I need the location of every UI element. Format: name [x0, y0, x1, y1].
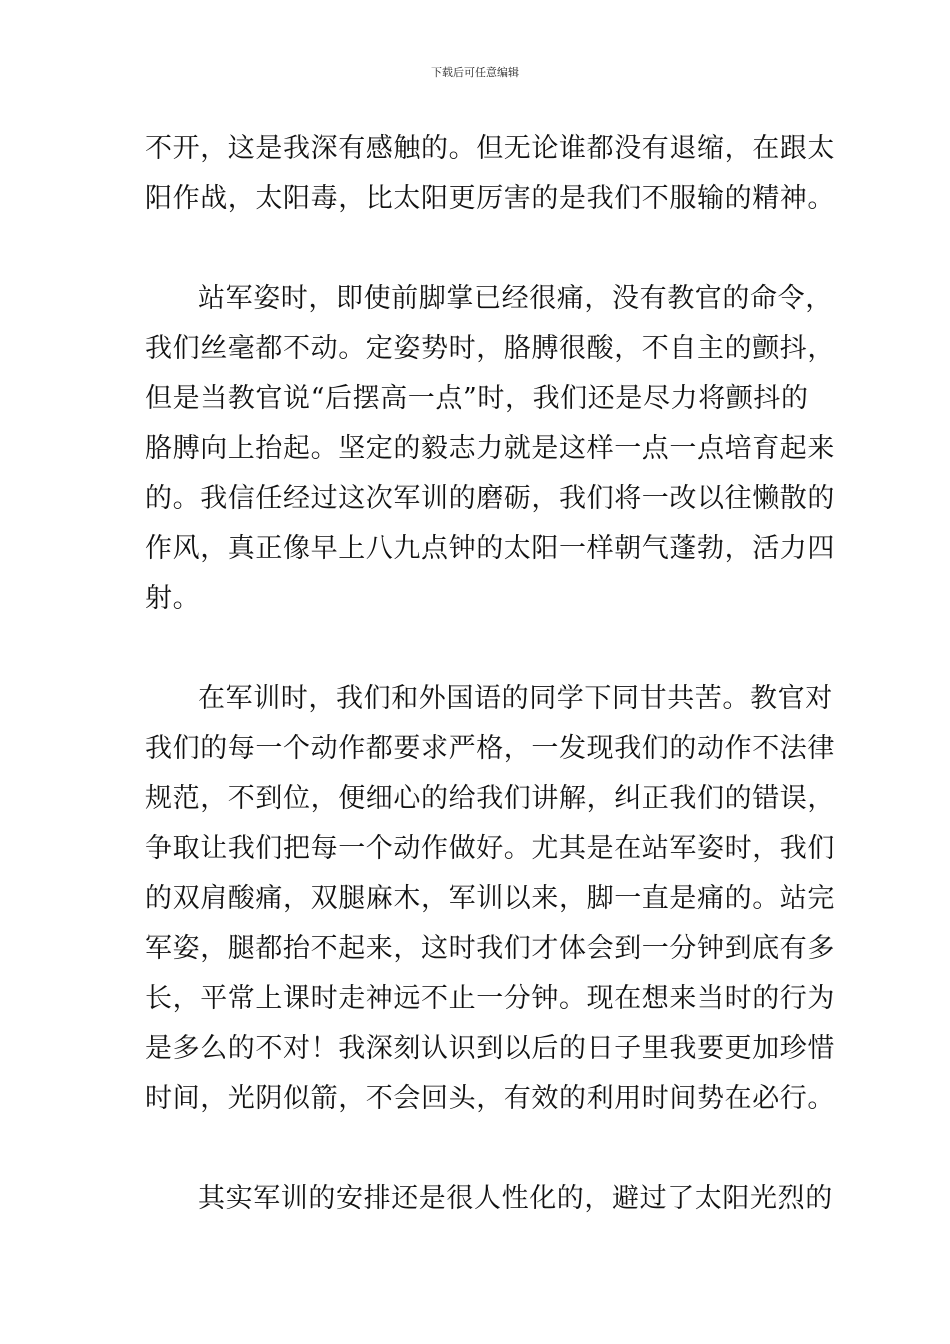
paragraph-first-line: 站军姿时，即使前脚掌已经很痛，没有教官的命令，	[198, 283, 833, 314]
body-line: 的双肩酸痛，双腿麻木，军训以来，脚一直是痛的。站完	[145, 883, 835, 914]
body-line: 不开，这是我深有感触的。但无论谁都没有退缩，在跟太	[145, 133, 835, 164]
body-line: 军姿，腿都抬不起来，这时我们才体会到一分钟到底有多	[145, 933, 835, 964]
page-header-note: 下载后可任意编辑	[431, 66, 519, 79]
body-line: 阳作战，太阳毒，比太阳更厉害的是我们不服输的精神。	[145, 183, 835, 214]
body-line: 是多么的不对！我深刻认识到以后的日子里我要更加珍惜	[145, 1033, 835, 1064]
paragraph-first-line: 在军训时，我们和外国语的同学下同甘共苦。教官对	[198, 683, 833, 714]
paragraph-first-line: 其实军训的安排还是很人性化的，避过了太阳光烈的	[198, 1183, 833, 1214]
body-line: 胳膊向上抬起。坚定的毅志力就是这样一点一点培育起来	[145, 433, 835, 464]
body-line: 的。我信任经过这次军训的磨砺，我们将一改以往懒散的	[145, 483, 835, 514]
body-line: 时间，光阴似箭，不会回头，有效的利用时间势在必行。	[145, 1083, 835, 1114]
body-line: 但是当教官说“后摆高一点”时，我们还是尽力将颤抖的	[145, 383, 809, 414]
body-line: 规范，不到位，便细心的给我们讲解，纠正我们的错误，	[145, 783, 835, 814]
body-line: 争取让我们把每一个动作做好。尤其是在站军姿时，我们	[145, 833, 835, 864]
body-line: 我们丝毫都不动。定姿势时，胳膊很酸，不自主的颤抖，	[145, 333, 835, 364]
body-line: 长，平常上课时走神远不止一分钟。现在想来当时的行为	[145, 983, 835, 1014]
body-line: 射。	[145, 583, 201, 614]
body-line: 我们的每一个动作都要求严格，一发现我们的动作不法律	[145, 733, 835, 764]
body-line: 作风，真正像早上八九点钟的太阳一样朝气蓬勃，活力四	[145, 533, 835, 564]
